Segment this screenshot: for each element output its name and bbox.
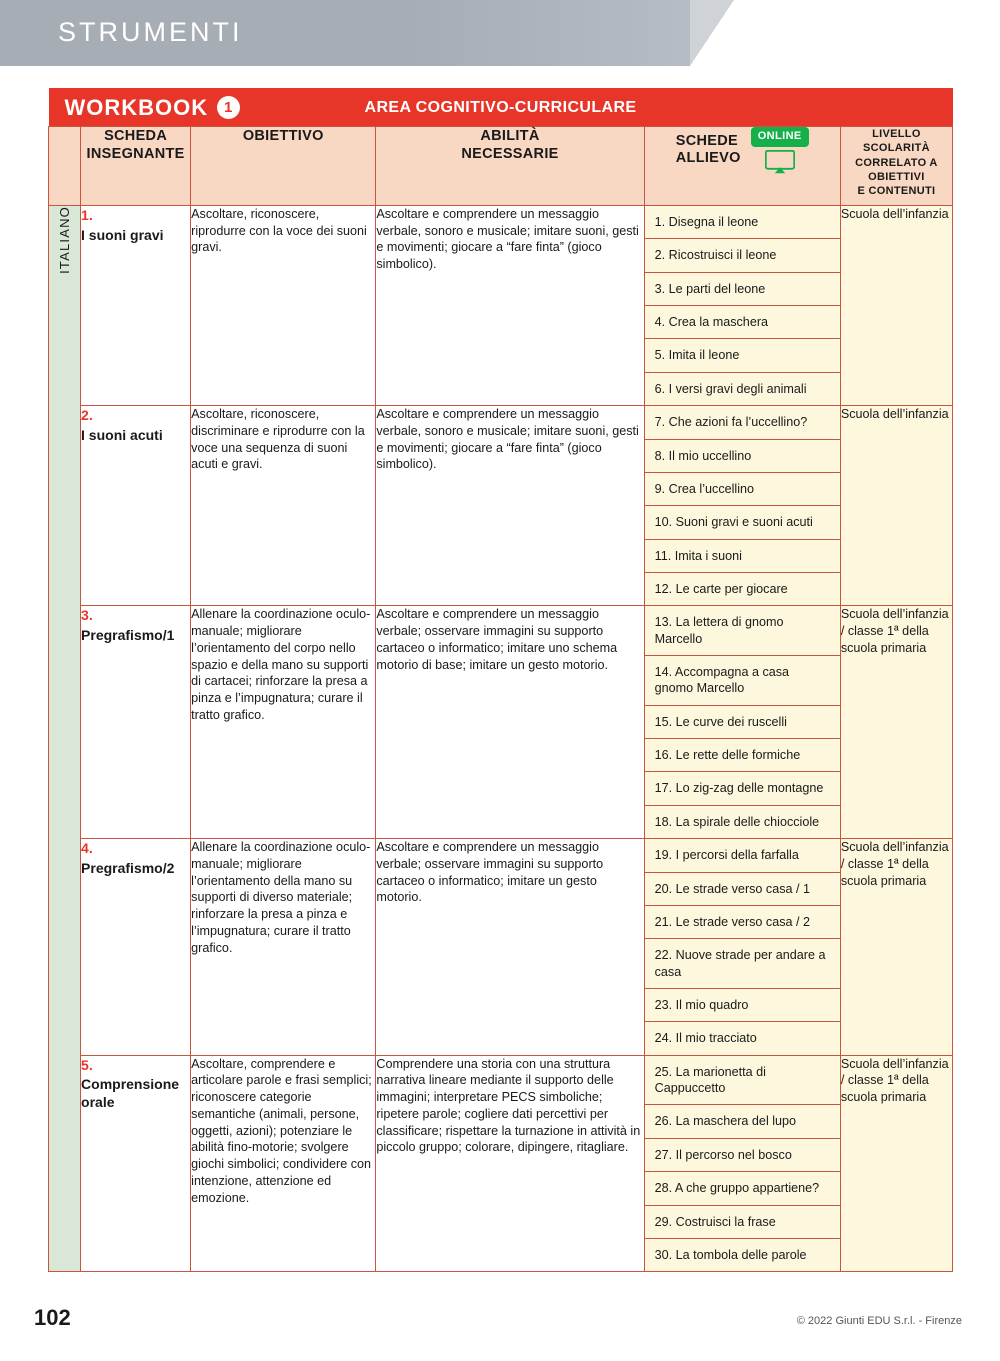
col-head-abilita [376, 127, 644, 206]
col-head-schede-allievo-line2: ALLIEVO [675, 150, 741, 167]
workbook-number-badge: 1 [217, 96, 240, 119]
row-number: 2. [81, 407, 93, 424]
list-item[interactable]: 4. Crea la maschera [645, 306, 840, 339]
list-item[interactable]: 13. La lettera di gnomo Marcello [645, 606, 840, 656]
row-title: I suoni acuti [81, 426, 163, 443]
row-number-cell [81, 406, 191, 606]
col-head-abilita-line1: ABILITÀ [480, 128, 540, 144]
list-item[interactable]: 9. Crea l’uccellino [645, 473, 840, 506]
col-head-abilita-line2: NECESSARIE [461, 146, 559, 163]
row-schede-list [644, 406, 840, 606]
col-head-obiettivo-label: OBIETTIVO [242, 128, 324, 144]
list-item[interactable]: 17. Lo zig-zag delle montagne [645, 772, 840, 805]
col-head-livello-line2: CORRELATO A [855, 156, 938, 169]
list-item[interactable]: 30. La tombola delle parole [654, 1247, 807, 1262]
row-livello: Scuola dell’infanzia [840, 206, 952, 406]
list-item[interactable]: 3. Le parti del leone [645, 273, 840, 306]
list-item[interactable]: 7. Che azioni fa l’uccellino? [645, 406, 840, 439]
list-item[interactable]: 2. Ricostruisci il leone [645, 239, 840, 272]
col-head-schede-allievo [644, 127, 840, 206]
list-item[interactable]: 5. Imita il leone [645, 339, 840, 372]
list-item[interactable]: 24. Il mio tracciato [654, 1031, 757, 1046]
row-number-cell [81, 206, 191, 406]
table-row [49, 206, 953, 406]
row-title: Pregrafismo/1 [81, 626, 175, 643]
list-item[interactable]: 16. Le rette delle formiche [645, 739, 840, 772]
row-number-cell [81, 606, 191, 839]
row-abilita: Ascoltare e comprendere un messaggio verbale, sonoro e musicale; imitare suoni, gesti e movimenti; giocare a “fare finta” (gioco simbolico). [376, 206, 644, 406]
row-livello: Scuola dell’infanzia / classe 1ª della scuola primaria [840, 606, 952, 839]
list-item[interactable]: 22. Nuove strade per andare a casa [645, 939, 840, 989]
list-item[interactable]: 23. Il mio quadro [645, 989, 840, 1022]
online-badge: ONLINE [751, 127, 809, 147]
list-item[interactable]: 29. Costruisci la frase [645, 1206, 840, 1239]
row-title: Comprensione orale [81, 1076, 180, 1111]
table-title-row [49, 88, 953, 127]
row-abilita: Ascoltare e comprendere un messaggio verbale; osservare immagini su supporto cartaceo o informatico; imitare uno schema motorio di base; imitare un gesto motorio. [376, 606, 644, 839]
list-item[interactable]: 28. A che gruppo appartiene? [645, 1172, 840, 1205]
row-number-cell [81, 839, 191, 1056]
col-head-schede-allievo-line1: SCHEDE [675, 132, 738, 149]
list-item[interactable]: 21. Le strade verso casa / 2 [645, 906, 840, 939]
row-abilita: Ascoltare e comprendere un messaggio verbale; osservare immagini su supporto cartaceo o informatico; imitare un gesto motorio. [376, 839, 644, 1056]
row-obiettivo: Ascoltare, riconoscere, discriminare e riprodurre con la voce una sequenza di suoni acuti e gravi. [191, 406, 376, 606]
row-livello: Scuola dell’infanzia / classe 1ª della scuola primaria [840, 839, 952, 1056]
col-head-scheda-insegnante-line2: INSEGNANTE [86, 146, 185, 163]
col-head-livello [840, 127, 952, 206]
col-head-obiettivo [191, 127, 376, 206]
list-item[interactable]: 25. La marionetta di Cappuccetto [645, 1056, 840, 1106]
row-number: 3. [81, 607, 93, 624]
list-item[interactable]: 11. Imita i suoni [645, 540, 840, 573]
list-item[interactable]: 15. Le curve dei ruscelli [645, 706, 840, 739]
page-header-band [0, 0, 690, 66]
subject-label: ITALIANO [57, 206, 73, 274]
row-number: 4. [81, 840, 93, 857]
row-schede-list [644, 1055, 840, 1272]
table-row [49, 406, 953, 606]
workbook-label: WORKBOOK 1 [65, 95, 241, 121]
area-label: AREA COGNITIVO-CURRICULARE [364, 99, 637, 116]
row-abilita: Comprendere una storia con una struttura narrativa lineare mediante il supporto delle immagini; interpretare PECS simboliche; ripetere parole; cogliere dati percettivi per classificare; rispettare la turnazione in attività in piccolo gruppo; colorare, dipingere, ritagliare. [376, 1055, 644, 1272]
subject-side-label-cell [49, 206, 81, 1272]
row-number: 5. [81, 1056, 93, 1073]
page-number: 102 [34, 1305, 71, 1330]
row-livello: Scuola dell’infanzia [840, 406, 952, 606]
copyright-notice: © 2022 Giunti EDU S.r.l. - Firenze [796, 1315, 962, 1327]
table-header-row [49, 127, 953, 206]
row-livello: Scuola dell’infanzia / classe 1ª della scuola primaria [840, 1055, 952, 1272]
row-title: I suoni gravi [81, 226, 164, 243]
list-item[interactable]: 10. Suoni gravi e suoni acuti [645, 506, 840, 539]
list-item[interactable]: 14. Accompagna a casa gnomo Marcello [645, 656, 840, 706]
list-item[interactable]: 6. I versi gravi degli animali [654, 381, 807, 396]
row-abilita: Ascoltare e comprendere un messaggio verbale, sonoro e musicale; imitare suoni, gesti e movimenti; giocare a “fare finta” (gioco simbolico). [376, 406, 644, 606]
table-row [49, 839, 953, 1056]
row-number-cell [81, 1055, 191, 1272]
row-obiettivo: Ascoltare, comprendere e articolare parole e frasi semplici; riconoscere categorie semantiche (animali, persone, oggetti, azioni); potenziare le abilità fino-motorie; svolgere giochi simbolici; condividere con intenzione, attenzione ed emozione. [191, 1055, 376, 1272]
page-title: STRUMENTI [58, 17, 243, 47]
list-item[interactable]: 27. Il percorso nel bosco [645, 1139, 840, 1172]
workbook-table-container [48, 88, 953, 1272]
workbook-titlebar [49, 88, 953, 126]
list-item[interactable]: 19. I percorsi della farfalla [645, 839, 840, 872]
col-head-livello-line1: LIVELLO SCOLARITÀ [862, 128, 930, 155]
list-item[interactable]: 8. Il mio uccellino [645, 440, 840, 473]
list-item[interactable]: 18. La spirale delle chiocciole [654, 814, 820, 829]
col-head-spacer [49, 127, 81, 206]
col-head-livello-line3: OBIETTIVI [868, 170, 925, 183]
row-schede-list [644, 839, 840, 1056]
table-row [49, 606, 953, 839]
online-badge-group [751, 127, 809, 174]
row-obiettivo: Ascoltare, riconoscere, riprodurre con la voce dei suoni gravi. [191, 206, 376, 406]
workbook-table [48, 88, 953, 1272]
row-schede-list [644, 206, 840, 406]
list-item[interactable]: 1. Disegna il leone [645, 206, 840, 239]
col-head-scheda-insegnante-line1: SCHEDA [104, 128, 168, 144]
row-obiettivo: Allenare la coordinazione oculo-manuale; migliorare l’orientamento della mano su supporti di diverso materiale; rinforzare la presa a pinza e l’impugnatura; curare il tratto grafico. [191, 839, 376, 1056]
col-head-scheda-insegnante [81, 127, 191, 206]
list-item[interactable]: 20. Le strade verso casa / 1 [645, 873, 840, 906]
row-obiettivo: Allenare la coordinazione oculo-manuale; migliorare l’orientamento del corpo nello spazio e della mano su supporti di cartacei; rinforzare la presa a pinza e l’impugnatura; curare il tratto grafico. [191, 606, 376, 839]
table-row [49, 1055, 953, 1272]
row-number: 1. [81, 207, 93, 223]
row-schede-list [644, 606, 840, 839]
row-title: Pregrafismo/2 [81, 859, 175, 876]
monitor-icon [765, 150, 795, 174]
list-item[interactable]: 26. La maschera del lupo [645, 1105, 840, 1138]
list-item[interactable]: 12. Le carte per giocare [654, 581, 788, 596]
col-head-livello-line4: E CONTENUTI [857, 185, 936, 198]
